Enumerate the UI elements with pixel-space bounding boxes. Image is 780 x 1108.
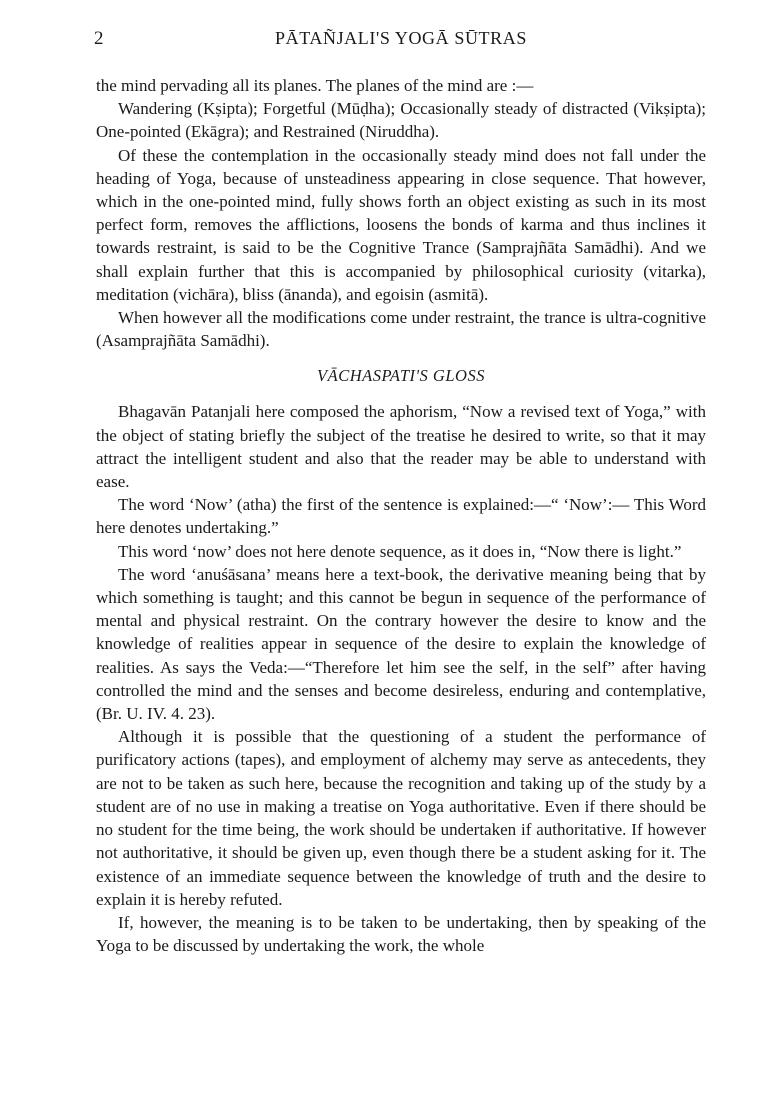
paragraph: This word ‘now’ does not here denote sequence, as it does in, “Now there is light.” [118, 541, 682, 561]
page-number: 2 [94, 28, 104, 49]
paragraph: the mind pervading all its planes. The planes of the mind are :— [96, 76, 534, 95]
paragraph: When however all the modifications come under restraint, the trance is ultra-cognitive (Asamprajñāta Samādhi). [96, 308, 706, 351]
paragraph: The word ‘anuśāsana’ means here a text-book, the derivative meaning being that by which something is taught; and this cannot be begun in sequence of the performance of mental and physical restraint. On the contrary however the desire to know and the knowledge of realities appear in sequence of the desire to explain the knowledge of realities. As says the Veda:—“Therefore let him see the self, in the self” after having controlled the mind and the senses and become desireless, enduring and contemplative, (Br. U. IV. 4. 23). [96, 564, 706, 724]
paragraph: Bhagavān Patanjali here composed the aphorism, “Now a revised text of Yoga,” with the object of stating briefly the subject of the treatise he desired to write, so that it may attract the intelligent student and also that the reader may be able to understand with ease. [96, 402, 706, 492]
main-text [96, 74, 706, 957]
paragraph: Wandering (Kṣipta); Forgetful (Mūḍha); Occasionally steady of distracted (Vikṣipta); One-pointed (Ekāgra); and Restrained (Niruddha). [96, 99, 706, 142]
page-header [96, 28, 706, 58]
paragraph: If, however, the meaning is to be taken to be undertaking, then by speaking of the Yoga to be discussed by undertaking the work, the whole [96, 912, 706, 956]
book-page [96, 28, 706, 957]
paragraph: Of these the contemplation in the occasionally steady mind does not fall under the heading of Yoga, because of unsteadiness appearing in close sequence. That however, which in the one-pointed mind, fully shows forth an object existing as such in its most perfect form, removes the afflictions, loosens the bonds of karma and thus inclines it towards restraint, is said to be the Cognitive Trance (Samprajñāta Samādhi). And we shall explain further that this is accompanied by philosophical curiosity (vitarka), meditation (vichāra), bliss (ānanda), and egoisin (asmitā). [96, 145, 706, 304]
running-head: PĀTAÑJALI'S YOGĀ SŪTRAS [275, 28, 527, 48]
section-heading: VĀCHASPATI'S GLOSS [317, 366, 485, 386]
paragraph: Although it is possible that the questioning of a student the performance of purificatory actions (tapes), and employment of alchemy may serve as antecedents, they are not to be taken as such here, because the recognition and taking up of the study by a student are of no use in making a treatise on Yoga authoritative. Even if there should be no student for the time being, the work should be undertaken if authoritative. If however not authoritative, it should be given up, even though there be a student asking for it. The existence of an immediate sequence between the knowledge of truth and the desire to explain it is hereby refuted. [96, 727, 706, 909]
paragraph: The word ‘Now’ (atha) the first of the sentence is explained:—“ ‘Now’:— This Word here denotes undertaking.” [96, 495, 706, 538]
